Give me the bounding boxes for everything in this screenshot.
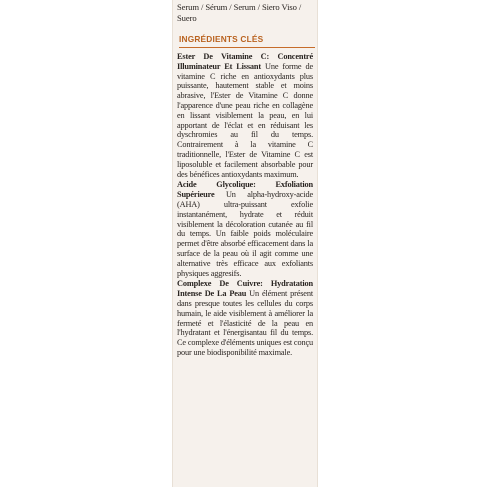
ingredient-item-vitamin-c — [177, 52, 313, 179]
ingredient-description: Une forme de vitamine C riche en antioxydants plus puissante, hautement stable et moins abrasive, l'Ester de Vitamine C donne l'apparence d'une peau riche en collagène en lissant visiblement la peau, en lui apportant de l'éclat et en réduisant les dyschromies au fil du temps. Contrairement à la vitamine C traditionnelle, l'Ester de Vitamine C est liposoluble et facilement absorbable pour des bénéfices antioxydants maximum. — [177, 61, 313, 179]
heading-divider — [179, 47, 315, 48]
ingredient-title: Ester De Vitamine C: Concentré Illuminateur Et Lissant — [177, 52, 313, 71]
packaging-panel — [172, 0, 318, 487]
ingredient-item-copper-complex — [177, 279, 313, 357]
ingredient-description: Un élément présent dans presque toutes les cellules du corps humain, le aide visiblement à améliorer la fermeté et l'élasticité de la peau en l'hydratant et l'énergisantau fil du temps. Ce complexe d'éléments uniques est conçu pour une biodisponibilité maximale. — [177, 289, 313, 357]
section-heading: INGRÉDIENTS CLÉS — [179, 34, 264, 44]
ingredient-title: Acide Glycolique: Exfoliation Supérieure — [177, 180, 313, 200]
ingredient-item-glycolic-acid — [177, 180, 313, 278]
section-header — [179, 34, 315, 48]
ingredients-list — [177, 52, 313, 358]
ingredient-description: Un alpha-hydroxy-acide (AHA) ultra-puissant exfolie instantanément, hydrate et réduit visiblement la décoloration cutanée au fil du temps. Un faible poids moléculaire permet d'être absorbé efficacement dans la surface de la peau où il agit comme une alternative très efficace aux exfoliants physiques aggresifs. — [177, 190, 313, 278]
product-type-text: Serum / Sérum / Serum / Siero Viso / Suero — [177, 2, 302, 23]
ingredient-title: Complexe De Cuivre: Hydratation Intense De La Peau — [177, 279, 313, 299]
